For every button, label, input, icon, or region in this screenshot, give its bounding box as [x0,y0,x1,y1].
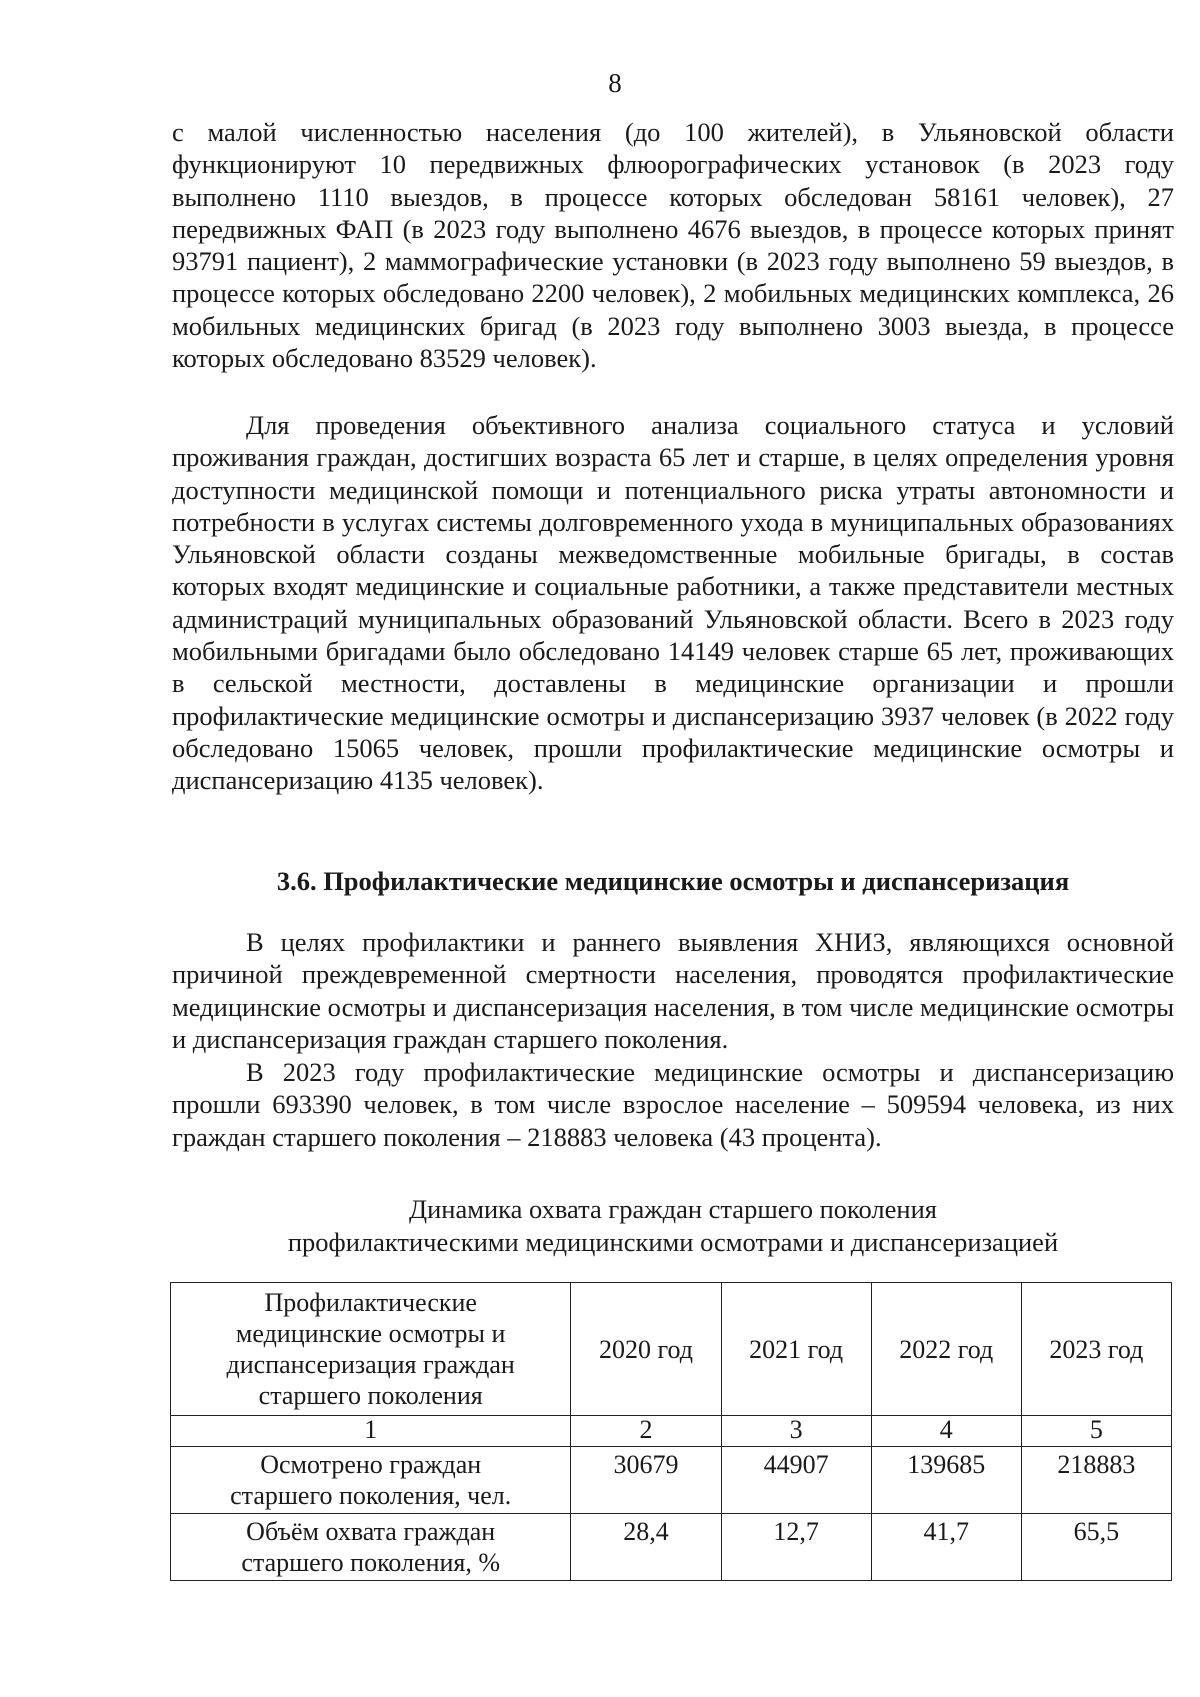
column-number: 2 [571,1416,721,1447]
table-header-category: Профилактические медицинские осмотры и диспансеризация граждан старшего поколения [171,1283,571,1416]
table-cell: 41,7 [871,1514,1021,1581]
paragraph-prevention-goals: В целях профилактики и раннего выявления ХНИЗ, являющихся основной причиной преждевременной смертности населения, проводятся профилактические медицинские осмотры и диспансеризация населения, в том числе медицинские осмотры и диспансеризация граждан старшего поколения. [172,927,1174,1054]
paragraph-mobile-units: с малой численностью населения (до 100 жителей), в Ульяновской области функционируют 10 передвижных флюорографических установок (в 2023 году выполнено 1110 выездов, в процессе которых обследован 58161 человек), 27 передвижных ФАП (в 2023 году выполнено 4676 выездов, в процессе которых принят 93791 пациент), 2 маммографические установки (в 2023 году выполнено 59 выездов, в процессе которых обследовано 2200 человек), 2 мобильных медицинских комплекса, 26 мобильных медицинских бригад (в 2023 году выполнено 3003 выезда, в процессе которых обследовано 83529 человек). [172,117,1174,374]
table-cell: 139685 [871,1447,1021,1514]
coverage-table [170,1282,1172,1581]
table-cell: 218883 [1021,1447,1171,1514]
section-heading: 3.6. Профилактические медицинские осмотры и диспансеризация [276,866,1070,896]
table-header-year: 2022 год [871,1283,1021,1416]
table-header-year: 2021 год [721,1283,871,1416]
table-header-year: 2023 год [1021,1283,1171,1416]
paragraph-2023-results: В 2023 году профилактические медицинские осмотры и диспансеризацию прошли 693390 человек, в том числе взрослое население – 509594 человека, из них граждан старшего поколения – 218883 человека (43 процента). [172,1057,1174,1152]
table-caption-line-2: профилактическими медицинскими осмотрами и диспансеризацией [287,1226,1059,1257]
table-row [171,1447,1172,1514]
table-header-row [171,1283,1172,1416]
table-cell: 30679 [571,1447,721,1514]
table-cell: 65,5 [1021,1514,1171,1581]
page-number: 8 [608,68,622,98]
row-label: Осмотрено граждан старшего поколения, чел. [171,1447,571,1514]
column-number: 4 [871,1416,1021,1447]
paragraph-mobile-brigades: Для проведения объективного анализа социального статуса и условий проживания граждан, достигших возраста 65 лет и старше, в целях определения уровня доступности медицинской помощи и потенциального риска утраты автономности и потребности в услугах системы долговременного ухода в муниципальных образованиях Ульяновской области созданы межведомственные мобильные бригады, в состав которых входят медицинские и социальные работники, а также представители местных администраций муниципальных образований Ульяновской области. Всего в 2023 году мобильными бригадами было обследовано 14149 человек старше 65 лет, проживающих в сельской местности, доставлены в медицинские организации и прошли профилактические медицинские осмотры и диспансеризацию 3937 человек (в 2022 году обследовано 15065 человек, прошли профилактические медицинские осмотры и диспансеризацию 4135 человек). [172,410,1174,796]
table-cell: 44907 [721,1447,871,1514]
table-row [171,1514,1172,1581]
table-column-numbers-row [171,1416,1172,1447]
table-caption-line-1: Динамика охвата граждан старшего поколения [409,1194,937,1224]
row-label: Объём охвата граждан старшего поколения, % [171,1514,571,1581]
column-number: 3 [721,1416,871,1447]
table-caption [172,1193,1174,1258]
column-number: 5 [1021,1416,1171,1447]
table-cell: 12,7 [721,1514,871,1581]
table-header-year: 2020 год [571,1283,721,1416]
column-number: 1 [171,1416,571,1447]
table-cell: 28,4 [571,1514,721,1581]
